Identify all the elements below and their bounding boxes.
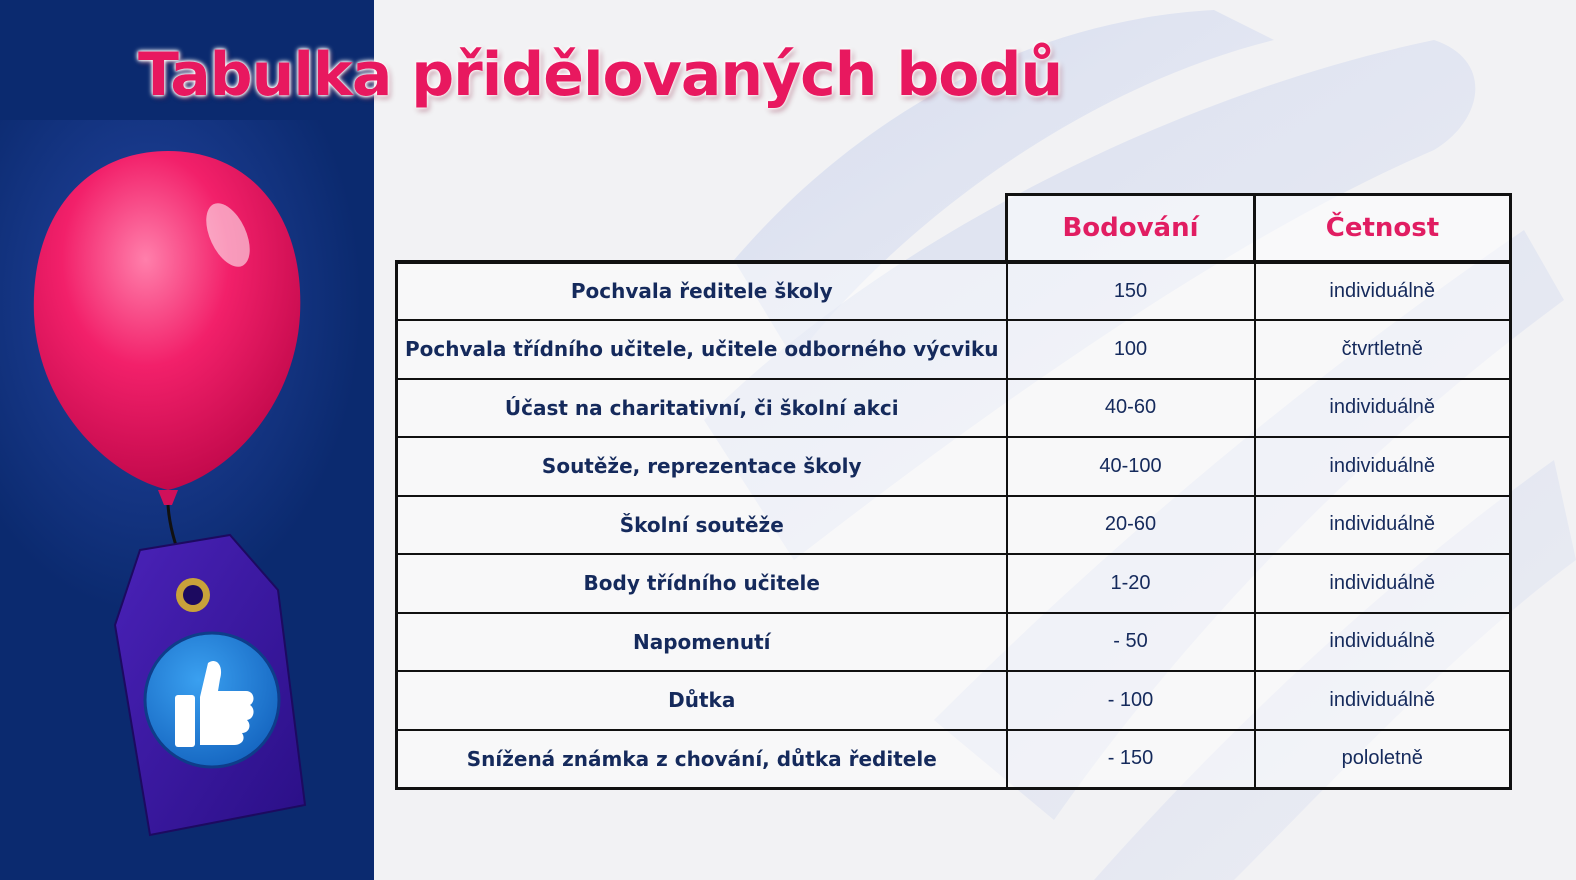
sidebar-panel xyxy=(0,0,374,880)
table-row xyxy=(397,320,1511,379)
page-title: Tabulka přidělovaných bodů xyxy=(138,40,1063,110)
activity-cell: Důtka xyxy=(397,671,1007,730)
activity-cell: Školní soutěže xyxy=(397,496,1007,555)
points-cell: 20-60 xyxy=(1007,496,1255,555)
table-row xyxy=(397,437,1511,496)
activity-cell: Napomenutí xyxy=(397,613,1007,672)
table-row xyxy=(397,730,1511,789)
points-cell: - 150 xyxy=(1007,730,1255,789)
frequency-cell: čtvrtletně xyxy=(1255,320,1511,379)
table-row xyxy=(397,613,1511,672)
activity-cell: Pochvala třídního učitele, učitele odborného výcviku xyxy=(397,320,1007,379)
points-cell: - 100 xyxy=(1007,671,1255,730)
frequency-cell: pololetně xyxy=(1255,730,1511,789)
points-cell: 1-20 xyxy=(1007,554,1255,613)
frequency-cell: individuálně xyxy=(1255,437,1511,496)
points-cell: - 50 xyxy=(1007,613,1255,672)
activity-cell: Účast na charitativní, či školní akci xyxy=(397,379,1007,438)
table-row xyxy=(397,554,1511,613)
frequency-cell: individuálně xyxy=(1255,496,1511,555)
frequency-cell: individuálně xyxy=(1255,671,1511,730)
table-row xyxy=(397,262,1511,321)
table-row xyxy=(397,379,1511,438)
table-row xyxy=(397,496,1511,555)
frequency-cell: individuálně xyxy=(1255,613,1511,672)
frequency-cell: individuálně xyxy=(1255,554,1511,613)
pink-balloon-illustration xyxy=(20,145,340,855)
activity-cell: Pochvala ředitele školy xyxy=(397,262,1007,321)
activity-cell: Snížená známka z chování, důtka ředitele xyxy=(397,730,1007,789)
points-cell: 150 xyxy=(1007,262,1255,321)
table-header-row xyxy=(397,195,1511,262)
activity-cell: Body třídního učitele xyxy=(397,554,1007,613)
header-points: Bodování xyxy=(1007,195,1255,262)
frequency-cell: individuálně xyxy=(1255,379,1511,438)
points-cell: 100 xyxy=(1007,320,1255,379)
table-row xyxy=(397,671,1511,730)
points-cell: 40-60 xyxy=(1007,379,1255,438)
points-table xyxy=(395,193,1512,790)
frequency-cell: individuálně xyxy=(1255,262,1511,321)
activity-cell: Soutěže, reprezentace školy xyxy=(397,437,1007,496)
points-cell: 40-100 xyxy=(1007,437,1255,496)
table-header-empty-cell xyxy=(397,195,1007,262)
header-frequency: Četnost xyxy=(1255,195,1511,262)
